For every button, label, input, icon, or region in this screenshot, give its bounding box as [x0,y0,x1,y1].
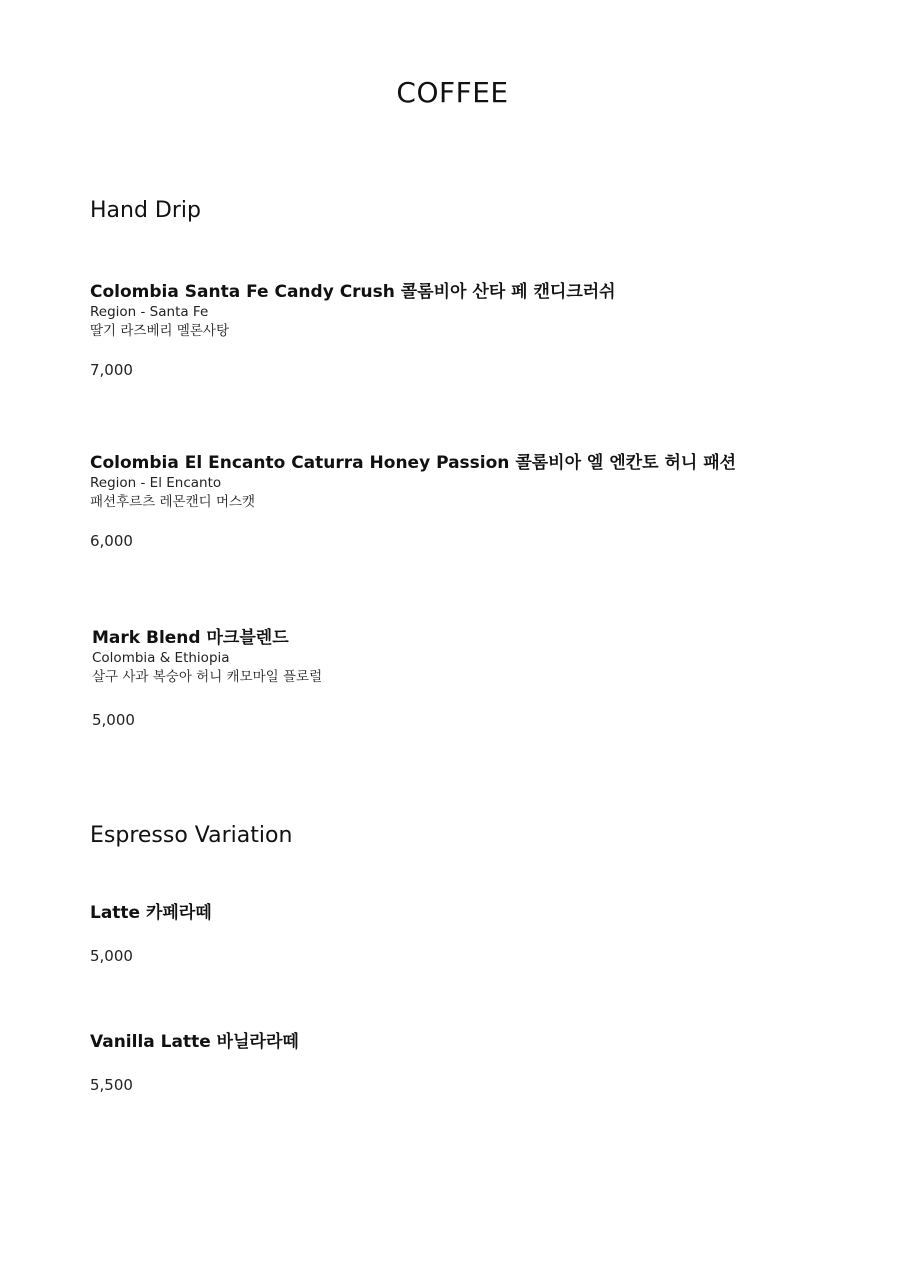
page-title: COFFEE [396,76,509,109]
item-price: 6,000 [90,532,133,550]
item-notes: 살구 사과 복숭아 허니 캐모마일 플로럴 [92,669,323,685]
menu-item [90,902,212,965]
menu-item [90,452,737,550]
item-origin: Region - El Encanto [90,475,222,491]
item-price: 5,000 [90,947,133,965]
section-title-espresso-variation: Espresso Variation [90,823,293,848]
item-notes: 패션후르츠 레몬캔디 머스캣 [90,494,256,510]
item-origin: Colombia & Ethiopia [92,650,230,666]
item-notes: 딸기 라즈베리 멜론사탕 [90,323,229,339]
item-price: 5,000 [92,711,135,729]
menu-item [90,1031,299,1094]
section-title-hand-drip: Hand Drip [90,198,201,223]
item-origin: Region - Santa Fe [90,304,209,320]
item-price: 5,500 [90,1076,133,1094]
item-name: Mark Blend 마크블렌드 [92,628,289,648]
item-name: Colombia El Encanto Caturra Honey Passion 콜롬비아 엘 엔칸토 허니 패션 [90,453,737,473]
item-name: Vanilla Latte 바닐라라떼 [90,1032,299,1052]
item-name: Latte 카페라떼 [90,903,212,923]
menu-item [90,281,616,379]
item-price: 7,000 [90,361,133,379]
item-name: Colombia Santa Fe Candy Crush 콜롬비아 산타 페 캔디크러쉬 [90,282,616,302]
menu-item [92,627,323,729]
